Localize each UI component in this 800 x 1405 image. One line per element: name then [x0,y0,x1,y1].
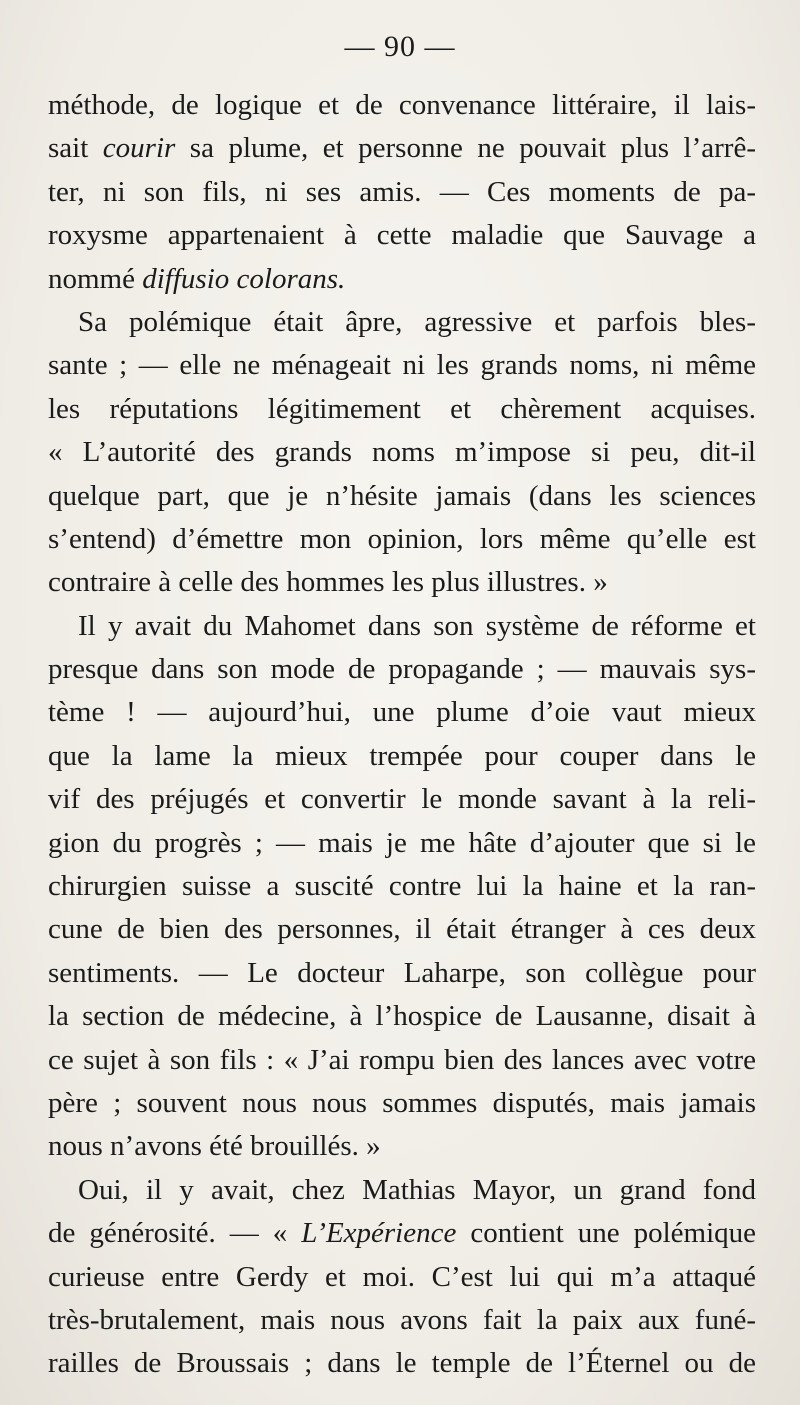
text-line: cune de bien des personnes, il était étranger à ces deux [48,913,756,946]
text-line: chirurgien suisse a suscité contre lui la haine et la ran- [48,870,756,903]
text-line: nous n’avons été brouillés. » [48,1130,381,1163]
text-line [48,258,756,301]
italic-word: diffusio colorans. [142,262,346,295]
text-line: roxysme appartenaient à cette maladie que Sauvage a [48,219,756,252]
text-span: de générosité. — « [48,1217,302,1250]
page-number: — 90 — [344,30,456,63]
text-line: curieuse entre Gerdy et moi. C’est lui qui m’a attaqué [48,1260,756,1293]
text-span: sait [48,132,103,165]
text-line: presque dans son mode de propagande ; — mauvais sys- [48,653,756,686]
text-line: vif des préjugés et convertir le monde savant à la reli- [48,783,756,816]
text-line: s’entend) d’émettre mon opinion, lors même qu’elle est [48,522,756,555]
italic-word: L’Expérience [301,1217,457,1250]
text-span: contient une polémique [456,1217,756,1250]
text-line: contraire à celle des hommes les plus illustres. » [48,566,608,599]
body-text [48,84,756,1386]
text-line: tème ! — aujourd’hui, une plume d’oie vaut mieux [48,696,756,729]
text-line: que la lame la mieux trempée pour couper dans le [48,739,756,772]
text-line: railles de Broussais ; dans le temple de l’Éternel ou de [48,1347,756,1380]
text-line [48,1212,756,1255]
text-line: Il y avait du Mahomet dans son système de réforme et [78,609,756,642]
text-line: Oui, il y avait, chez Mathias Mayor, un grand fond [78,1173,756,1206]
text-line: les réputations légitimement et chèrement acquises. [48,392,756,425]
text-line [48,127,756,170]
text-line: ter, ni son fils, ni ses amis. — Ces moments de pa- [48,175,756,208]
text-line: gion du progrès ; — mais je me hâte d’ajouter que si le [48,826,756,859]
text-line: méthode, de logique et de convenance littéraire, il lais- [48,89,756,121]
text-line: sentiments. — Le docteur Laharpe, son collègue pour [48,956,756,989]
text-line: la section de médecine, à l’hospice de Lausanne, disait à [48,1000,756,1033]
text-line: très-brutalement, mais nous avons fait la paix aux funé- [48,1303,756,1336]
text-line: sante ; — elle ne ménageait ni les grands noms, ni même [48,349,756,382]
text-span: nommé [48,262,143,295]
italic-word: courir [102,132,176,165]
text-span: sa plume, et personne ne pouvait plus l’arrê- [175,132,756,165]
text-line: père ; souvent nous nous sommes disputés, mais jamais [48,1086,756,1119]
text-line: quelque part, que je n’hésite jamais (dans les sciences [48,479,756,512]
text-line: Sa polémique était âpre, agressive et parfois bles- [78,305,756,338]
text-line: « L’autorité des grands noms m’impose si peu, dit-il [48,436,756,469]
text-line: ce sujet à son fils : « J’ai rompu bien des lances avec votre [48,1043,756,1076]
